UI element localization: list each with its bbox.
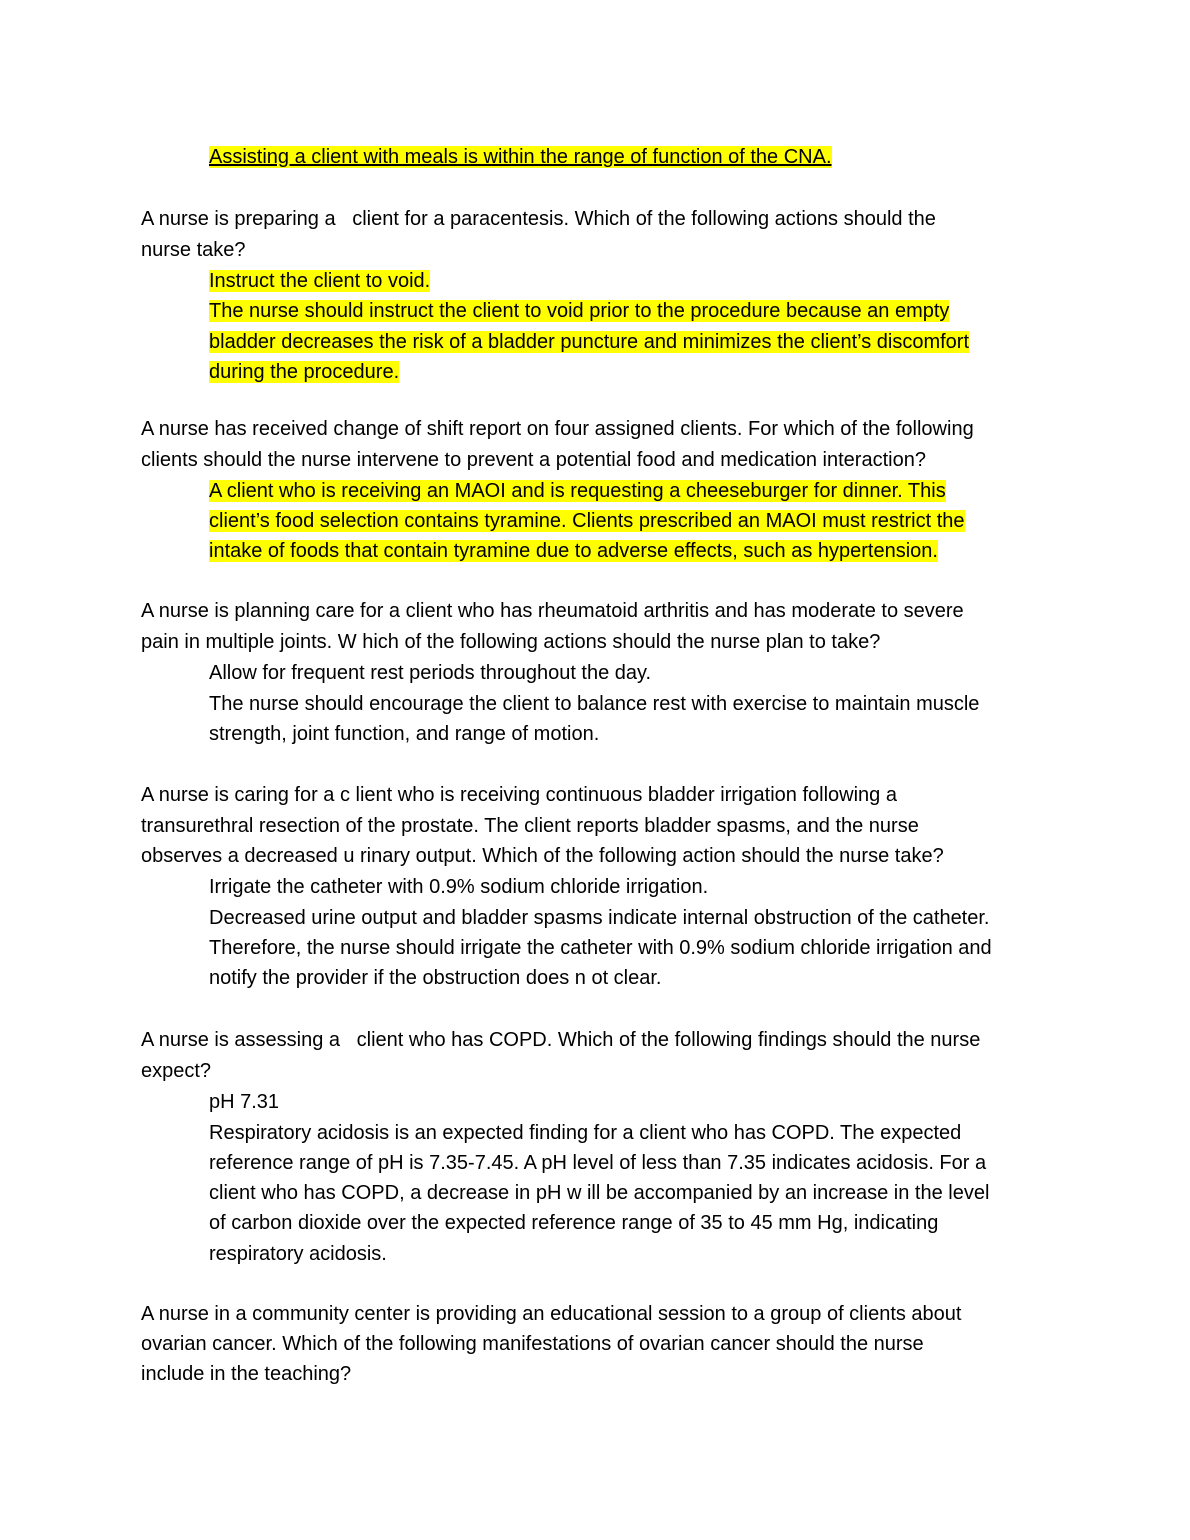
question-2-line-2: clients should the nurse intervene to prevent a potential food and medication interaction? (141, 449, 926, 471)
question-1-line-1: A nurse is preparing a client for a paracentesis. Which of the following actions should the (141, 208, 936, 230)
answer-5-line-2: Respiratory acidosis is an expected finding for a client who has COPD. The expected (209, 1122, 962, 1144)
answer-2-line-2: client’s food selection contains tyramine. Clients prescribed an MAOI must restrict the (209, 510, 965, 532)
question-6-line-2: ovarian cancer. Which of the following manifestations of ovarian cancer should the nurse (141, 1333, 924, 1355)
question-5-line-1: A nurse is assessing a client who has COPD. Which of the following findings should the nurse (141, 1029, 981, 1051)
question-6-line-3: include in the teaching? (141, 1363, 352, 1385)
answer-4-line-2: Decreased urine output and bladder spasms indicate internal obstruction of the catheter. (209, 907, 990, 929)
question-2-line-1: A nurse has received change of shift report on four assigned clients. For which of the following (141, 418, 974, 440)
answer-1-line-2: The nurse should instruct the client to void prior to the procedure because an empty (209, 300, 950, 322)
answer-4-line-1: Irrigate the catheter with 0.9% sodium chloride irrigation. (209, 876, 709, 898)
answer-2-line-3: intake of foods that contain tyramine due to adverse effects, such as hypertension. (209, 540, 938, 562)
question-4-line-2: transurethral resection of the prostate. The client reports bladder spasms, and the nurse (141, 815, 919, 837)
answer-1-line-1: Instruct the client to void. (209, 270, 431, 292)
answer-3-line-1: Allow for frequent rest periods throughout the day. (209, 662, 652, 684)
answer-5-line-1: pH 7.31 (209, 1091, 280, 1113)
answer-1-line-3: bladder decreases the risk of a bladder puncture and minimizes the client’s discomfort (209, 331, 970, 353)
intro-answer-text: Assisting a client with meals is within the range of function of the CNA. (209, 146, 832, 168)
question-3-line-2: pain in multiple joints. W hich of the following actions should the nurse plan to take? (141, 631, 881, 653)
answer-4-line-4: notify the provider if the obstruction does n ot clear. (209, 967, 662, 989)
answer-5-line-5: of carbon dioxide over the expected reference range of 35 to 45 mm Hg, indicating (209, 1212, 939, 1234)
answer-5-line-6: respiratory acidosis. (209, 1243, 387, 1265)
answer-5-line-4: client who has COPD, a decrease in pH w ill be accompanied by an increase in the level (209, 1182, 990, 1204)
intro-answer (209, 145, 832, 169)
answer-3-line-3: strength, joint function, and range of motion. (209, 723, 600, 745)
question-5-line-2: expect? (141, 1060, 212, 1082)
answer-5-line-3: reference range of pH is 7.35-7.45. A pH level of less than 7.35 indicates acidosis. For a (209, 1152, 987, 1174)
question-4-line-3: observes a decreased u rinary output. Which of the following action should the nurse take? (141, 845, 944, 867)
question-4-line-1: A nurse is caring for a c lient who is receiving continuous bladder irrigation following a (141, 784, 897, 806)
answer-3-line-2: The nurse should encourage the client to balance rest with exercise to maintain muscle (209, 693, 980, 715)
question-1-line-2: nurse take? (141, 239, 246, 261)
answer-4-line-3: Therefore, the nurse should irrigate the catheter with 0.9% sodium chloride irrigation and (209, 937, 992, 959)
question-3-line-1: A nurse is planning care for a client who has rheumatoid arthritis and has moderate to severe (141, 600, 964, 622)
answer-1-line-4: during the procedure. (209, 361, 400, 383)
answer-2-line-1: A client who is receiving an MAOI and is requesting a cheeseburger for dinner. This (209, 480, 946, 502)
question-6-line-1: A nurse in a community center is providing an educational session to a group of clients about (141, 1303, 962, 1325)
